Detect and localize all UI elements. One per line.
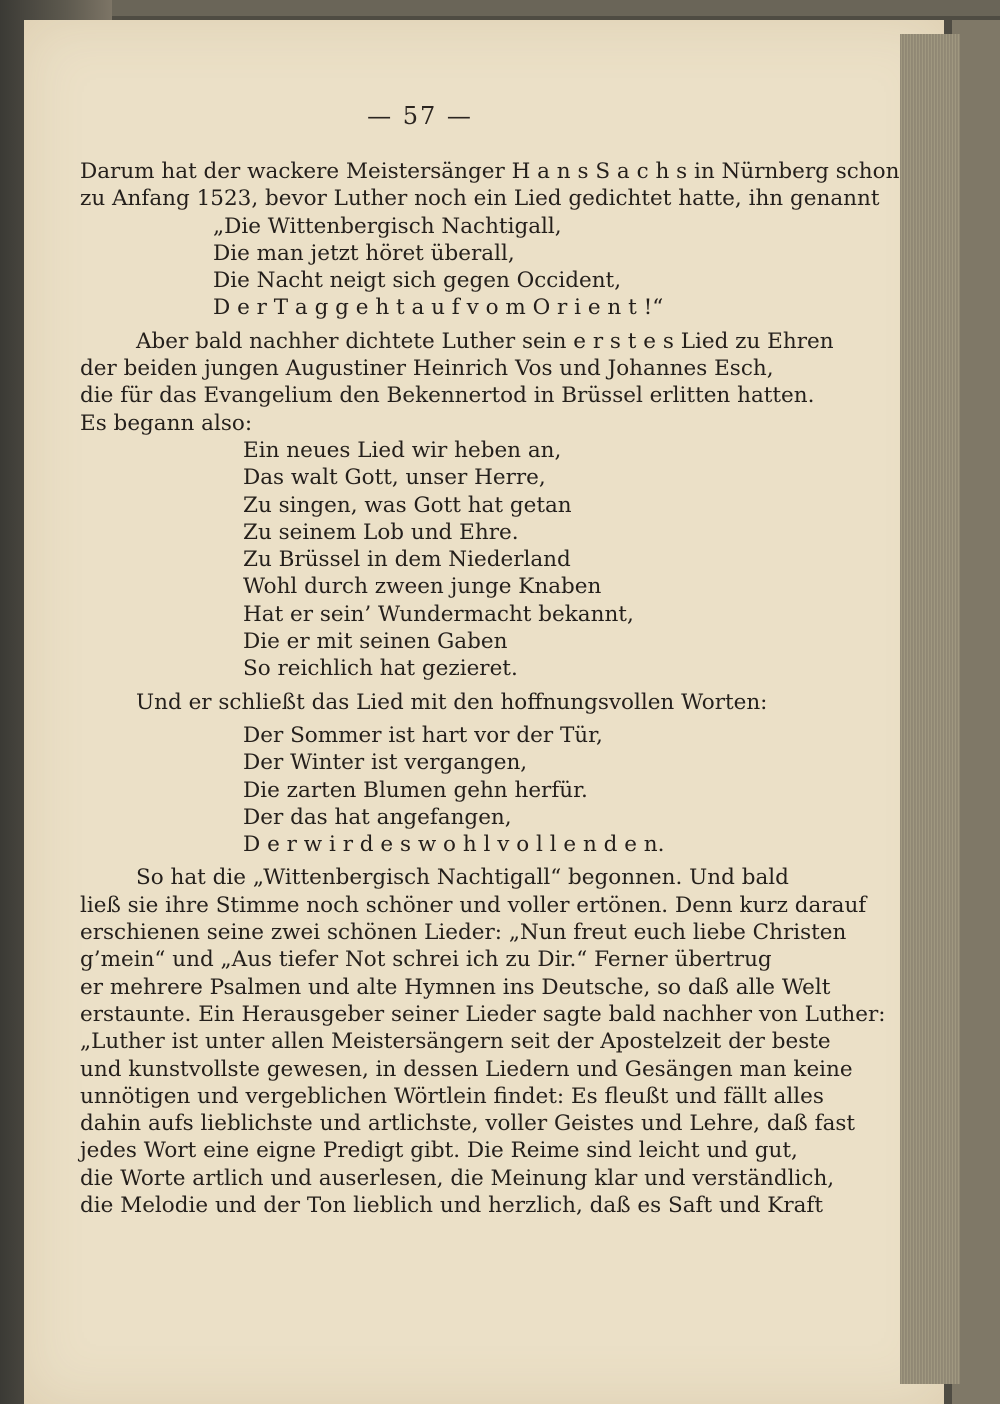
verse-1: [80, 213, 766, 322]
verse-line: Die zarten Blumen gehn herfür.: [243, 777, 588, 803]
verse-line: Ein neues Lied wir heben an,: [243, 437, 562, 463]
paragraph-2: [80, 328, 834, 437]
verse-line: Der Winter ist vergangen,: [243, 750, 528, 776]
verse-line: „Die Wittenbergisch Nachtigall,: [213, 213, 562, 239]
text-line: die für das Evangelium den Bekennertod in Brüssel erlitten hatten.: [80, 383, 815, 409]
verse-line: Zu singen, was Gott hat getan: [243, 492, 572, 518]
verse-line: Zu Brüssel in dem Niederland: [243, 547, 571, 573]
text-line: erschienen seine zwei schönen Lieder: „Nun freut euch liebe Christen: [80, 920, 847, 946]
verse-line: D e r T a g g e h t a u f v o m O r i e n t !“: [213, 295, 664, 321]
paragraph-4: [80, 864, 886, 1219]
verse-line: So reichlich hat gezieret.: [243, 656, 518, 682]
scan-background: [0, 0, 1000, 16]
verse-line: Der Sommer ist hart vor der Tür,: [243, 722, 603, 748]
verse-line: Die man jetzt höret überall,: [213, 240, 515, 266]
text-line: jedes Wort eine eigne Predigt gibt. Die Reime sind leicht und gut,: [80, 1138, 798, 1164]
text-line: er mehrere Psalmen und alte Hymnen ins Deutsche, so daß alle Welt: [80, 974, 831, 1000]
text-line: die Worte artlich und auserlesen, die Meinung klar und verständlich,: [80, 1165, 835, 1191]
verse-line: Zu seinem Lob und Ehre.: [243, 519, 519, 545]
text-line: und kunstvollste gewesen, in dessen Liedern und Gesängen man keine: [80, 1056, 853, 1082]
text-line: Es begann also:: [80, 410, 253, 436]
text-line: ließ sie ihre Stimme noch schöner und voller ertönen. Denn kurz darauf: [80, 892, 867, 918]
verse-line: Die er mit seinen Gaben: [243, 629, 508, 655]
verse-line: D e r w i r d e s w o h l v o l l e n d e n.: [243, 832, 665, 858]
text-line: So hat die „Wittenbergisch Nachtigall“ begonnen. Und bald: [136, 865, 789, 891]
verse-line: Die Nacht neigt sich gegen Occident,: [213, 268, 622, 294]
page-fore-edge: [900, 34, 960, 1384]
text-line: Und er schließt das Lied mit den hoffnungsvollen Worten:: [136, 689, 768, 715]
text-line: erstaunte. Ein Herausgeber seiner Lieder sagte bald nachher von Luther:: [80, 1001, 886, 1027]
text-line: „Luther ist unter allen Meistersängern seit der Apostelzeit der beste: [80, 1029, 831, 1055]
verse-line: Der das hat angefangen,: [243, 804, 512, 830]
text-line: der beiden jungen Augustiner Heinrich Vos und Johannes Esch,: [80, 356, 774, 382]
text-line: Darum hat der wackere Meistersänger H a n s S a c h s in Nürnberg schon: [80, 159, 900, 184]
text-line: unnötigen und vergeblichen Wörtlein findet: Es fleußt und fällt alles: [80, 1083, 824, 1109]
text-line: zu Anfang 1523, bevor Luther noch ein Lied gedichtet hatte, ihn genannt: [80, 186, 880, 212]
verse-3: [80, 722, 766, 858]
page-text: [80, 158, 900, 1219]
text-line: dahin aufs lieblichste und artlichste, voller Geistes und Lehre, daß fast: [80, 1111, 856, 1137]
text-line: die Melodie und der Ton lieblich und herzlich, daß es Saft und Kraft: [80, 1192, 824, 1218]
verse-line: Das walt Gott, unser Herre,: [243, 465, 546, 491]
verse-line: Hat er sein’ Wundermacht bekannt,: [243, 601, 634, 627]
text-line: Aber bald nachher dichtete Luther sein e r s t e s Lied zu Ehren: [136, 328, 834, 354]
verse-2: [80, 437, 766, 683]
verse-line: Wohl durch zween junge Knaben: [243, 574, 602, 600]
page-number: — 57 —: [367, 102, 473, 130]
paragraph-3: [80, 689, 766, 716]
paragraph-1: [80, 158, 900, 213]
text-line: g’mein“ und „Aus tiefer Not schrei ich zu Dir.“ Ferner übertrug: [80, 947, 772, 973]
